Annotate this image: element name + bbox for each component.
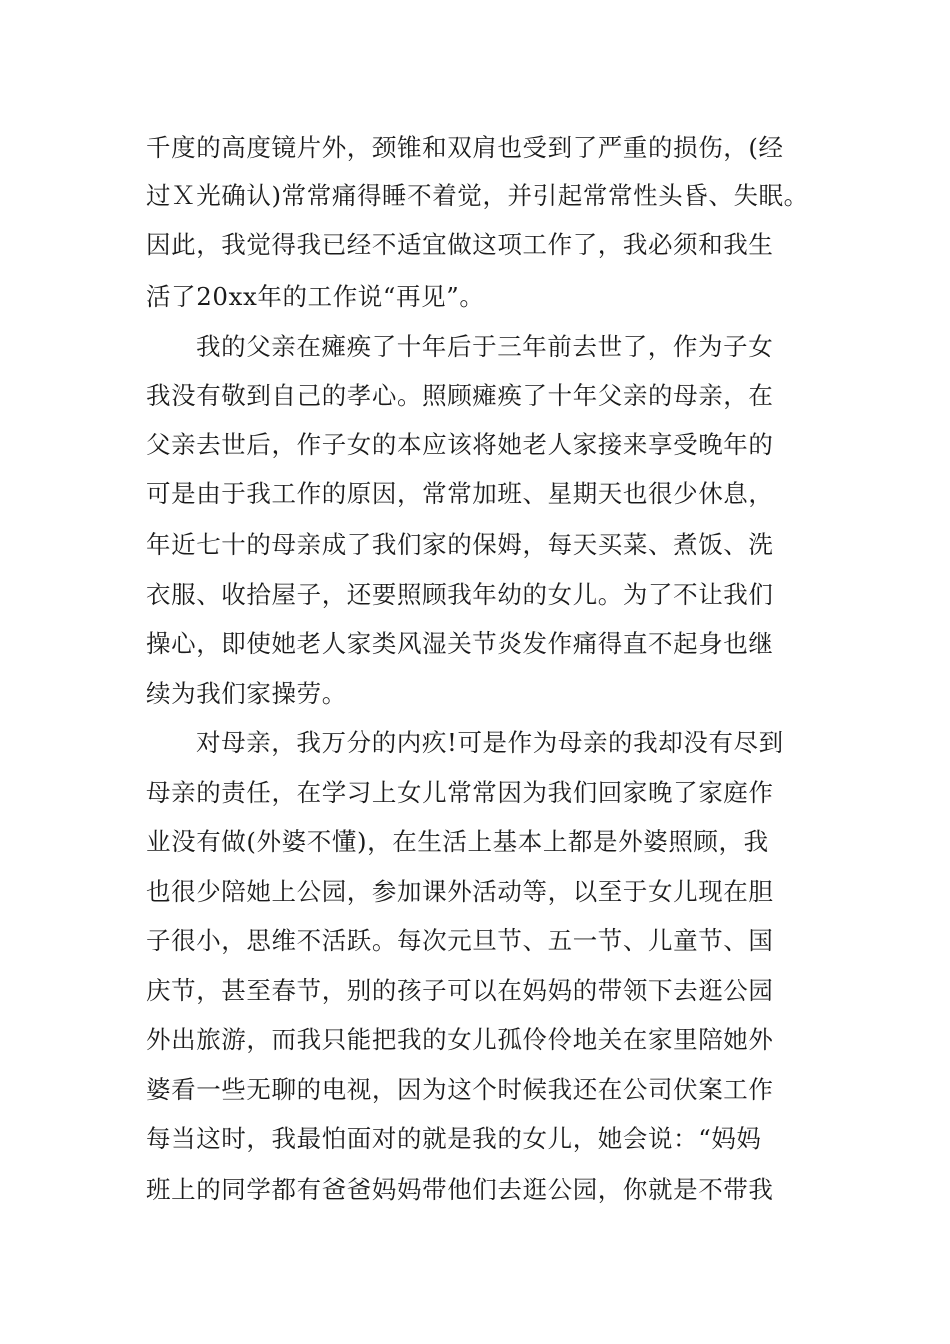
paragraph-first-line: 我的父亲在瘫痪了十年后于三年前去世了，作为子女 <box>196 332 774 361</box>
text-line: 活了20xx年的工作说“再见”。 <box>146 282 485 311</box>
text-line: 也很少陪她上公园，参加课外活动等，以至于女儿现在胆 <box>146 877 774 906</box>
text-line: 因此，我觉得我已经不适宜做这项工作了，我必须和我生 <box>146 230 774 259</box>
text-line: 业没有做(外婆不懂)，在生活上基本上都是外婆照顾，我 <box>146 827 769 856</box>
text-line: 父亲去世后，作子女的本应该将她老人家接来享受晚年的 <box>146 430 774 459</box>
text-line: 庆节，甚至春节，别的孩子可以在妈妈的带领下去逛公园 <box>146 976 774 1005</box>
text-line: 母亲的责任，在学习上女儿常常因为我们回家晚了家庭作 <box>146 778 774 807</box>
text-line: 续为我们家操劳。 <box>146 679 347 708</box>
text-line: 操心，即使她老人家类风湿关节炎发作痛得直不起身也继 <box>146 629 774 658</box>
text-line: 千度的高度镜片外，颈锥和双肩也受到了严重的损伤，(经 <box>146 133 784 162</box>
text-line: 每当这时，我最怕面对的就是我的女儿，她会说：“妈妈 <box>146 1124 762 1153</box>
text-line: 我没有敬到自己的孝心。照顾瘫痪了十年父亲的母亲，在 <box>146 381 774 410</box>
text-line: 婆看一些无聊的电视，因为这个时候我还在公司伏案工作 <box>146 1075 774 1104</box>
text-line: 衣服、收拾屋子，还要照顾我年幼的女儿。为了不让我们 <box>146 580 774 609</box>
text-line: 年近七十的母亲成了我们家的保姆，每天买菜、煮饭、洗 <box>146 530 774 559</box>
text-line: 过Ｘ光确认)常常痛得睡不着觉，并引起常常性头昏、失眠。 <box>146 181 809 210</box>
text-line: 子很小，思维不活跃。每次元旦节、五一节、儿童节、国 <box>146 926 774 955</box>
text-line: 外出旅游，而我只能把我的女儿孤伶伶地关在家里陪她外 <box>146 1025 774 1054</box>
paragraph-first-line: 对母亲，我万分的内疚!可是作为母亲的我却没有尽到 <box>196 728 784 757</box>
text-line: 班上的同学都有爸爸妈妈带他们去逛公园，你就是不带我 <box>146 1175 774 1204</box>
text-line: 可是由于我工作的原因，常常加班、星期天也很少休息， <box>146 479 774 508</box>
